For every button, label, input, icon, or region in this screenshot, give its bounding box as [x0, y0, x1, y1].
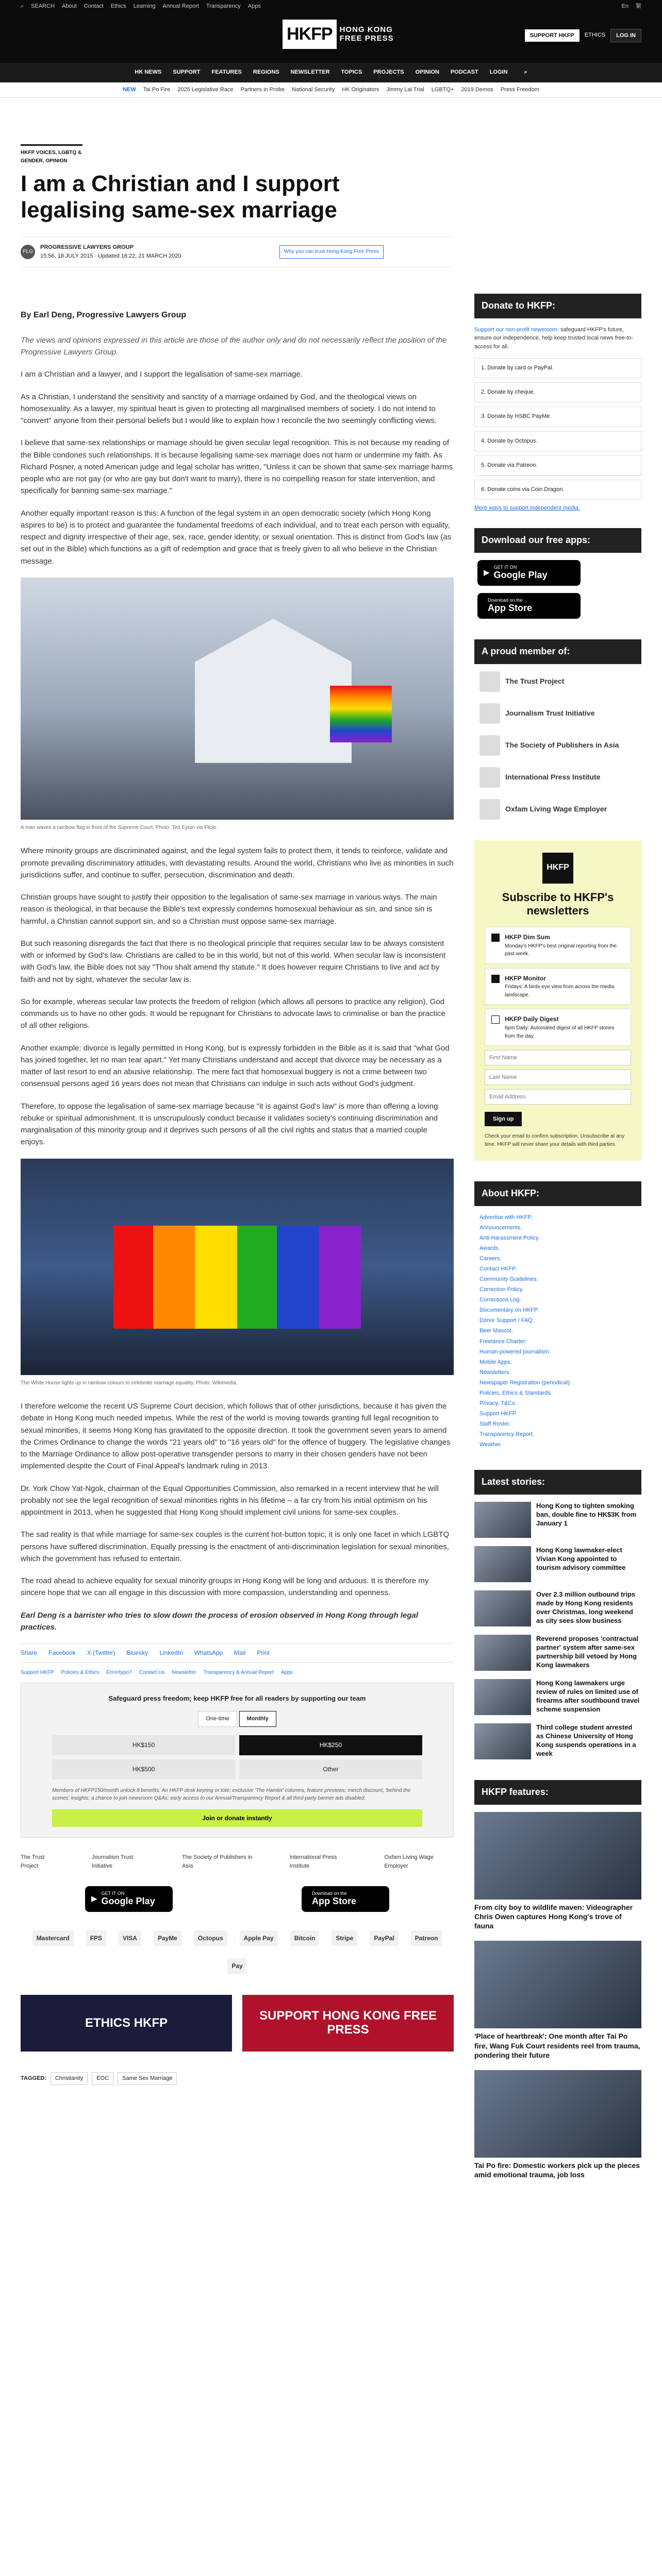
tag-chip[interactable]: Christianity: [51, 2072, 88, 2085]
search-icon[interactable]: ⌕: [21, 3, 24, 10]
top-utility-bar: [0, 0, 662, 13]
email-field[interactable]: [485, 1089, 631, 1105]
member-name: Journalism Trust Initiative: [505, 708, 595, 717]
feature-story[interactable]: [474, 1812, 641, 1931]
latest-title: Latest stories:: [474, 1470, 641, 1495]
supreme-court-photo: [21, 578, 454, 820]
story-thumbnail: [474, 1679, 531, 1715]
logo-line-1: HONG KONG: [339, 25, 393, 35]
newsletter-title: Subscribe to HKFP's newsletters: [502, 890, 614, 917]
about-link[interactable]: Documentary on HKFP.: [479, 1307, 539, 1314]
nav-search-icon[interactable]: ⌕: [524, 69, 527, 76]
paragraph: So for example, whereas secular law protects the freedom of religion (which allows all persons to practice any religion), God commands us to have no other gods. It would be repugnant for Christians to advocate laws to criminalise or ban the practice of all other religions.: [21, 997, 445, 1030]
support-button[interactable]: SUPPORT HKFP: [525, 29, 580, 42]
payment-logo: PayPal: [370, 1930, 398, 1946]
page-title: I am a Christian and I support legalising same-sex marriage: [21, 171, 340, 223]
newsletter-name: HKFP Monitor: [505, 974, 546, 982]
newsletter-signup: [474, 840, 641, 1161]
latest-story[interactable]: [474, 1723, 641, 1759]
donate-option[interactable]: 2. Donate by cheque.: [474, 382, 641, 402]
nav-item[interactable]: PODCAST: [450, 69, 478, 76]
frequency-toggle: [52, 1711, 422, 1727]
feature-title[interactable]: 'Place of heartbreak': One month after Tai Po fire, Wang Fuk Court residents reel from trauma, pondering their future: [474, 2032, 640, 2059]
article-body: [21, 294, 454, 2085]
trending-tag[interactable]: Press Freedom: [500, 86, 540, 93]
new-badge: NEW: [122, 86, 136, 93]
footer-link[interactable]: Support HKFP: [21, 1669, 54, 1675]
nav-item[interactable]: TOPICS: [341, 69, 362, 76]
newsletter-option[interactable]: [485, 927, 631, 964]
article-tags: [21, 2072, 454, 2085]
about-link[interactable]: Human-powered journalism.: [479, 1348, 551, 1355]
nav-item[interactable]: FEATURES: [211, 69, 242, 76]
footer-link[interactable]: Newsletter: [172, 1669, 196, 1675]
promo-banners: [21, 1995, 454, 2052]
share-linkedin[interactable]: LinkedIn: [159, 1649, 183, 1657]
payment-logo: Octopus: [194, 1930, 227, 1946]
payment-logo: Pay: [227, 1958, 246, 1974]
tag-chip[interactable]: Same Sex Marriage: [118, 2072, 177, 2085]
story-title[interactable]: Hong Kong lawmakers urge review of rules on limited use of firearms after southbound travel scheme suspension: [536, 1679, 640, 1713]
newsletter-fineprint: Check your email to confirm subscription. Unsubscribe at any time. HKFP will never share your details with third parties.: [485, 1133, 625, 1147]
donate-option[interactable]: 5. Donate via Patreon.: [474, 455, 641, 476]
store-small-text: Download on the: [488, 597, 523, 603]
about-link[interactable]: Awards.: [479, 1245, 500, 1252]
paragraph: But such reasoning disregards the fact that there is no theological principle that requires secular law to be always consistent with or informed by God's law. Christians are called to be in this world, but not of this world. When secular law is inconsistent with God's law, the Bible does not say "Thou shalt amend thy statute." It does however require Christians to live and act by faith and not by sight, whatever the secular law is.: [21, 939, 446, 984]
rainbow-flag: [330, 686, 392, 742]
share-bluesky[interactable]: Bluesky: [126, 1649, 148, 1657]
story-title[interactable]: Hong Kong to tighten smoking ban, double fine to HK$3K from January 1: [536, 1501, 637, 1527]
about-link[interactable]: Careers.: [479, 1256, 502, 1262]
member-org[interactable]: [479, 799, 641, 820]
donate-option[interactable]: 4. Donate by Octopus.: [474, 431, 641, 451]
amount-option[interactable]: Other: [239, 1759, 422, 1780]
member-title: A proud member of:: [474, 639, 641, 664]
share-print[interactable]: Print: [257, 1649, 270, 1657]
about-link[interactable]: Community Guidelines.: [479, 1276, 538, 1283]
about-link[interactable]: Staff Roster.: [479, 1420, 511, 1427]
store-big-text: App Store: [488, 602, 533, 613]
about-link[interactable]: Support HKFP.: [479, 1410, 517, 1417]
donate-title: Donate to HKFP:: [474, 294, 641, 318]
about-link[interactable]: Newspaper Registration (periodical).: [479, 1379, 571, 1386]
paragraph: I believe that same-sex relationships or marriage should be given secular legal recognition. This is not because my reading of the Bible condones such relationships. It is because legalising same-sex marriage does not harm or undermine my faith. As Richard Posner, a noted American judge and legal scholar has written, "Unless it can be shown that same-sex marriage harms people who are not gay (or who are gay but don't want to marry), there is no compelling reason for state intervention, and specifically for banning same-sex marriage.": [21, 438, 453, 496]
about-section: [474, 1181, 641, 1449]
sidebar-app-store[interactable]: [477, 593, 581, 619]
member-logos: [21, 1853, 454, 1871]
share-bar: [21, 1643, 454, 1663]
trending-tag[interactable]: 2019 Demos: [461, 86, 493, 93]
logo-trust-project[interactable]: The Trust Project: [21, 1854, 45, 1869]
top-search-link[interactable]: SEARCH: [31, 3, 55, 10]
footer-link[interactable]: Policies & Ethics: [61, 1669, 100, 1675]
about-link[interactable]: Correction Policy.: [479, 1286, 524, 1293]
member-perks: Members of HKFP150/month unlock 8 benefits: An HKFP desk keyring or tote; exclusive 'The Hamlet' columns, feature previews; merch discount, 'behind the scenes' insights; a chance to join newsroom Q&As; early access to our Annual/Transparency Report & all third-party banner ads disabled.: [52, 1787, 411, 1801]
play-icon: ▶: [91, 1894, 97, 1903]
app-store-button[interactable]: [302, 1886, 389, 1912]
logo-jti[interactable]: Journalism Trust Initiative: [91, 1854, 134, 1869]
topbar-link[interactable]: Ethics: [110, 3, 126, 10]
sidebar: [474, 294, 641, 2190]
paragraph: Dr. York Chow Yat-Ngok, chairman of the Equal Opportunities Commission, also remarked in a recent interview that he will probably not see the legal recognition of sexual minorities rights in his lifetime – a far cry from his initial optimism on his appointment in 2013, when he suggested that Hong Kong should implement civil unions for same-sex couples.: [21, 1484, 439, 1517]
member-list: [479, 671, 641, 820]
newsletter-option-text: [505, 974, 624, 999]
donate-option[interactable]: 6. Donate coins via Coin Dragon.: [474, 480, 641, 500]
nav-item[interactable]: SUPPORT: [173, 69, 201, 76]
article-author: By Earl Deng, Progressive Lawyers Group: [21, 311, 187, 319]
lang-en[interactable]: En: [621, 3, 628, 10]
topbar-link[interactable]: Learning: [133, 3, 156, 10]
org-logo-icon: [479, 799, 500, 820]
site-logo[interactable]: [283, 20, 394, 49]
disclaimer: The views and opinions expressed in this article are those of the author only and do not necessarily reflect the position of the Progressive Lawyers Group.: [21, 335, 447, 357]
footer-link[interactable]: Apps: [280, 1669, 293, 1675]
store-small-text: Download on the: [312, 1890, 347, 1896]
payment-logo: Patreon: [411, 1930, 442, 1946]
member-org[interactable]: [479, 671, 641, 692]
story-title[interactable]: Reverend proposes 'contractual partner' system after same-sex partnership bill vetoed by Hong Kong lawmakers: [536, 1634, 639, 1669]
trending-tag[interactable]: National Security: [292, 86, 335, 93]
logo-wordmark: [340, 25, 394, 43]
member-name: International Press Institute: [505, 772, 601, 781]
paragraph: Christian groups have sought to justify their opposition to the legalisation of same-sex marriage in various ways. The main reason is theological, in that because the Bible's text expressly condemns homosexual behaviour as sin, and since sin is harmful, a Christian cannot support sin, and so a Christian must oppose same-sex marriage.: [21, 893, 437, 926]
amount-option-selected[interactable]: HK$250: [239, 1735, 422, 1755]
nav-item[interactable]: NEWSLETTER: [290, 69, 330, 76]
donate-intro-link[interactable]: Support our non-profit newsroom:: [474, 326, 559, 333]
nav-item[interactable]: LOGIN: [489, 69, 508, 76]
newsletter-desc: Monday's HKFP's best original reporting from the past week.: [505, 943, 617, 957]
newsletter-option[interactable]: [485, 968, 631, 1005]
story-thumbnail: [474, 1502, 531, 1538]
story-thumbnail: [474, 1723, 531, 1759]
nav-item[interactable]: HK NEWS: [135, 69, 162, 76]
story-thumbnail: [474, 1546, 531, 1582]
paragraph: I am a Christian and a lawyer, and I support the legalisation of same-sex marriage.: [21, 370, 303, 379]
newsletter-logo: HKFP: [542, 853, 573, 884]
trending-tag[interactable]: LGBTQ+: [431, 86, 454, 93]
feature-story[interactable]: [474, 2070, 641, 2179]
feature-image: [474, 1812, 641, 1900]
topbar-link[interactable]: Transparency: [206, 3, 241, 10]
page-content: [21, 144, 641, 2179]
story-thumbnail: [474, 1635, 531, 1671]
store-label: [488, 598, 532, 614]
byline-date: 15:56, 18 JULY 2015 · Updated 16:22, 21 MARCH 2020: [40, 253, 181, 260]
newsletter-option-text: [505, 933, 624, 958]
latest-story[interactable]: [474, 1502, 641, 1538]
payment-logo: PayMe: [154, 1930, 181, 1946]
logo-oxfam[interactable]: Oxfam Living Wage Employer: [384, 1854, 434, 1869]
donate-intro-text: safeguard HKFP's future, ensure our independence, help keep trusted local news free-to-access for all.: [474, 326, 634, 350]
amount-option[interactable]: HK$150: [52, 1735, 235, 1755]
support-banner[interactable]: SUPPORT HONG KONG FREE PRESS: [242, 1995, 454, 2052]
masthead: [0, 13, 662, 63]
about-link[interactable]: Beer Mascot.: [479, 1328, 513, 1334]
about-link[interactable]: Anti-Harassment Policy.: [479, 1235, 540, 1242]
latest-story[interactable]: [474, 1679, 641, 1715]
more-ways-link[interactable]: More ways to support independent media.: [474, 504, 580, 511]
store-big-text: App Store: [312, 1895, 357, 1906]
feature-image: [474, 1941, 641, 2028]
newsletter-option[interactable]: [485, 1009, 631, 1046]
topbar-link[interactable]: Apps: [247, 3, 261, 10]
store-label: [494, 565, 548, 581]
paragraph: I therefore welcome the recent US Supreme Court decision, which follows that of other jurisdictions, because it has given the debate in Hong Kong much needed impetus. While the rest of the world is moving towards granting full legal recognition to sexual minorities, it seems Hong Kong has gravitated to the opposite direction. It took the government seven years to amend the Crimes Ordinance to change the words "21 years old" to "16 years old" for the offence of buggery. The legislative changes to the Marriage Ordinance to allow post-operative transgender persons to marry in their chosen genders have not been implemented despite the Court of Final Appeal's landmark ruling in 2013.: [21, 1402, 451, 1471]
story-title[interactable]: Third college student arrested as Chinese University of Hong Kong suspends operations in a week: [536, 1723, 636, 1757]
about-link[interactable]: Contact HKFP.: [479, 1266, 517, 1273]
amount-options: [52, 1735, 422, 1779]
checkbox-checked[interactable]: [491, 934, 500, 942]
login-button[interactable]: LOG IN: [610, 29, 641, 42]
toggle-one-time[interactable]: One-time: [198, 1711, 237, 1727]
white-house-photo: [21, 1159, 454, 1375]
ethics-link[interactable]: ETHICS: [584, 32, 606, 39]
topbar-link[interactable]: About: [62, 3, 77, 10]
store-big-text: Google Play: [101, 1895, 155, 1906]
about-link[interactable]: Advertise with HKFP.: [479, 1214, 533, 1221]
newsletter-name: HKFP Daily Digest: [505, 1015, 559, 1023]
trending-tag[interactable]: HK Originators: [342, 86, 379, 93]
first-name-field[interactable]: [485, 1050, 631, 1065]
newsletter-name: HKFP Dim Sum: [505, 934, 550, 941]
payment-logo: Apple Pay: [240, 1930, 278, 1946]
member-name: The Society of Publishers in Asia: [505, 740, 619, 749]
member-org[interactable]: [479, 767, 641, 788]
apps-title: Download our free apps:: [474, 528, 641, 553]
tags-label: TAGGED:: [21, 2075, 46, 2081]
payment-methods: [21, 1930, 454, 1974]
logo-ipi[interactable]: International Press Institute: [289, 1854, 337, 1869]
article-footer-links: [21, 1669, 454, 1677]
paragraph: Where minority groups are discriminated against, and the legal system fails to protect them, it tends to reinforce, validate and promote prevailing discriminatory attitudes, with devastating results. Around the world, Christians who live as minorities in such jurisdictions suffer, and continue to suffer, persecution, discrimination and death.: [21, 846, 454, 879]
payment-logo: Stripe: [332, 1930, 357, 1946]
avatar: PLG: [21, 245, 35, 259]
nav-item[interactable]: OPINION: [415, 69, 439, 76]
logo-line-2: FREE PRESS: [339, 34, 394, 43]
story-title[interactable]: Over 2.3 million outbound trips made by Hong Kong residents over Christmas, long weekend as city sees slow business: [536, 1590, 636, 1624]
donate-option[interactable]: 3. Donate by HSBC PayMe.: [474, 406, 641, 427]
story-title[interactable]: Hong Kong lawmaker-elect Vivian Kong appointed to tourism advisory committee: [536, 1546, 626, 1571]
article-category[interactable]: HKFP VOICES, LGBTQ & GENDER, OPINION: [21, 144, 82, 165]
features-title: HKFP features:: [474, 1780, 641, 1805]
about-link[interactable]: Corrections Log.: [479, 1297, 521, 1303]
about-link[interactable]: Policies, Ethics & Standards.: [479, 1389, 552, 1396]
lang-zh[interactable]: 繁: [636, 3, 641, 10]
payment-logo: Mastercard: [32, 1930, 74, 1946]
checkbox-unchecked[interactable]: [491, 1015, 500, 1024]
share-mail[interactable]: Mail: [234, 1649, 246, 1657]
footer-link[interactable]: Error/typo?: [106, 1669, 132, 1675]
trending-tag[interactable]: 2025 Legislative Race: [177, 86, 234, 93]
newsletter-desc: Fridays: A birds-eye view from across the media landscape.: [505, 984, 615, 998]
about-link[interactable]: Newsletters.: [479, 1369, 511, 1376]
member-org[interactable]: [479, 703, 641, 724]
share-label: Share: [21, 1649, 38, 1657]
org-logo-icon: [479, 703, 500, 724]
paragraph: Another equally important reason is this: A function of the legal system in an open democratic society (which Hong Kong aspires to be) is to protect and guarantee the fundamental freedoms of each individual, and to treat each person with equality, respect and dignity irrespective of their age, sex, race, gender identity, or sexual orientation. This is distinct from God's law (as set out in the Bible) which functions as a gift of redemption and grace that is freely given to all who believe in the Christian message.: [21, 509, 452, 566]
feature-image: [474, 2070, 641, 2158]
member-org[interactable]: [479, 735, 641, 756]
paragraph: As a Christian, I understand the sensitivity and sanctity of a marriage ordained by God, and the theological views on homosexuality. As a lawyer, my spiritual heart is given to protecting all marginalised members of society. I do not intend to "convert" anyone from their personal beliefs but I would like to explain how I reconcile the two seemingly conflicting views.: [21, 392, 437, 426]
donation-widget: [21, 1683, 454, 1837]
nav-item[interactable]: PROJECTS: [373, 69, 404, 76]
store-label: [102, 1891, 155, 1907]
topbar-link[interactable]: Contact: [84, 3, 104, 10]
amount-option[interactable]: HK$500: [52, 1759, 235, 1780]
toggle-monthly[interactable]: Monthly: [239, 1711, 276, 1727]
about-link[interactable]: Weather.: [479, 1441, 502, 1448]
member-name: Oxfam Living Wage Employer: [505, 804, 607, 813]
app-store-row: [21, 1886, 454, 1912]
ethics-banner[interactable]: ETHICS HKFP: [21, 1995, 232, 2052]
org-logo-icon: [479, 767, 500, 788]
google-play-button[interactable]: [85, 1886, 173, 1912]
member-name: The Trust Project: [505, 676, 565, 685]
donation-heading: Safeguard press freedom; keep HKFP free for all readers by supporting our team: [108, 1694, 366, 1703]
tag-chip[interactable]: EOC: [92, 2072, 113, 2085]
donate-option[interactable]: 1. Donate by card or PayPal.: [474, 358, 641, 378]
about-link[interactable]: Privacy, T&Cs.: [479, 1400, 517, 1406]
paragraph: The road ahead to achieve equality for sexual minority groups in Hong Kong will be long and arduous. It is therefore my sincere hope that we can all engage in this discussion with more compassion, understanding and openness.: [21, 1577, 429, 1598]
about-title: About HKFP:: [474, 1181, 641, 1206]
author-bio: Earl Deng is a barrister who tries to slow down the process of erosion observed in Hong Kong through legal practices.: [21, 1611, 418, 1632]
payment-logo: FPS: [86, 1930, 106, 1946]
signup-button[interactable]: Sign up: [485, 1112, 522, 1126]
trending-tag[interactable]: Tai Po Fire: [143, 86, 171, 93]
story-thumbnail: [474, 1590, 531, 1626]
store-big-text: Google Play: [493, 569, 548, 580]
paragraph: Another example: divorce is legally permitted in Hong Kong, but is expressly forbidden in the Bible as it is said that "what God has joined together, let no man tear apart." Yet many Christians understand and accept that divorce may be necessary as a matter of last resort to end an abusive relationship. The mere fact that homosexual buggery is not a crime between two consensual persons aged 16 years does not mean that Christians can indulge in such acts without God's judgment.: [21, 1043, 450, 1089]
byline-author[interactable]: PROGRESSIVE LAWYERS GROUP: [40, 244, 134, 251]
logo-sopa[interactable]: The Society of Publishers in Asia: [181, 1854, 253, 1869]
nav-item[interactable]: REGIONS: [253, 69, 279, 76]
about-link[interactable]: Donor Support / FAQ.: [479, 1317, 534, 1324]
byline: [21, 236, 454, 267]
donate-intro: [474, 326, 641, 351]
latest-story[interactable]: [474, 1590, 641, 1626]
footer-link[interactable]: Transparency & Annual Report: [203, 1669, 274, 1675]
feature-title[interactable]: From city boy to wildlife maven: Videographer Chris Owen captures Hong Kong's trove of fauna: [474, 1903, 633, 1930]
photo-caption: A man waves a rainbow flag in front of the Supreme Court. Photo: Ted Eytan via Flickr.: [21, 824, 218, 831]
payment-logo: Bitcoin: [290, 1930, 320, 1946]
trending-tag[interactable]: Jimmy Lai Trial: [386, 86, 424, 93]
logo-mark: HKFP: [283, 20, 337, 49]
share-facebook[interactable]: Facebook: [48, 1649, 76, 1657]
rainbow-building: [113, 1226, 361, 1329]
latest-story[interactable]: [474, 1635, 641, 1671]
latest-story[interactable]: [474, 1546, 641, 1582]
trending-tag[interactable]: Partners in Probe: [240, 86, 285, 93]
topbar-link[interactable]: Annual Report: [162, 3, 199, 10]
org-logo-icon: [479, 735, 500, 756]
feature-title[interactable]: Tai Po fire: Domestic workers pick up the pieces amid emotional trauma, job loss: [474, 2161, 640, 2179]
play-icon: ▶: [484, 568, 490, 577]
join-button[interactable]: Join or donate instantly: [52, 1809, 422, 1827]
feature-story[interactable]: [474, 1941, 641, 2060]
newsletter-desc: 6pm Daily: Automated digest of all HKFP stories from the day.: [505, 1025, 615, 1039]
store-small-text: GET IT ON: [493, 564, 517, 570]
last-name-field[interactable]: [485, 1070, 631, 1085]
masthead-actions: [525, 29, 641, 42]
trending-tags: [0, 82, 662, 98]
about-list: [474, 1213, 641, 1449]
checkbox-checked[interactable]: [491, 975, 500, 983]
paragraph: The sad reality is that while marriage for same-sex couples is the current hot-button topic, it is only one facet in which LGBTQ persons have suffered discrimination. Equally pressing is the enactment of anti-discrimination legislation for sexual minorities, which the government has refused to entertain.: [21, 1530, 450, 1563]
paragraph: Therefore, to oppose the legalisation of same-sex marriage because "it is against God's law" is more than offering a loving rebuke or spiritual admonishment. It is unscrupulously conduct because it validates society's continuing discrimination and marginalisation of this minority group and it deprives such persons of all the civil rights and status that a married couple enjoys.: [21, 1101, 438, 1147]
newsletter-option-text: [505, 1014, 624, 1040]
trust-link[interactable]: Why you can trust Hong Kong Free Press: [279, 245, 384, 259]
sidebar-google-play[interactable]: [477, 560, 581, 586]
store-small-text: GET IT ON: [101, 1890, 125, 1896]
share-whatsapp[interactable]: WhatsApp: [194, 1649, 223, 1657]
about-link[interactable]: Freelance Charter.: [479, 1338, 527, 1345]
about-link[interactable]: Transparency Report.: [479, 1431, 534, 1437]
org-logo-icon: [479, 671, 500, 692]
byline-text: [40, 243, 181, 261]
about-link[interactable]: Announcements.: [479, 1225, 522, 1231]
main-nav: [0, 63, 662, 82]
about-link[interactable]: Mobile Apps.: [479, 1359, 512, 1365]
footer-link[interactable]: Contact Us: [139, 1669, 165, 1675]
share-twitter[interactable]: X (Twitter): [87, 1649, 115, 1657]
store-label: [312, 1891, 356, 1907]
photo-caption: The White House lights up in rainbow colours to celebrate marriage equality. Photo: Wikimedia.: [21, 1380, 238, 1386]
payment-logo: VISA: [119, 1930, 141, 1946]
